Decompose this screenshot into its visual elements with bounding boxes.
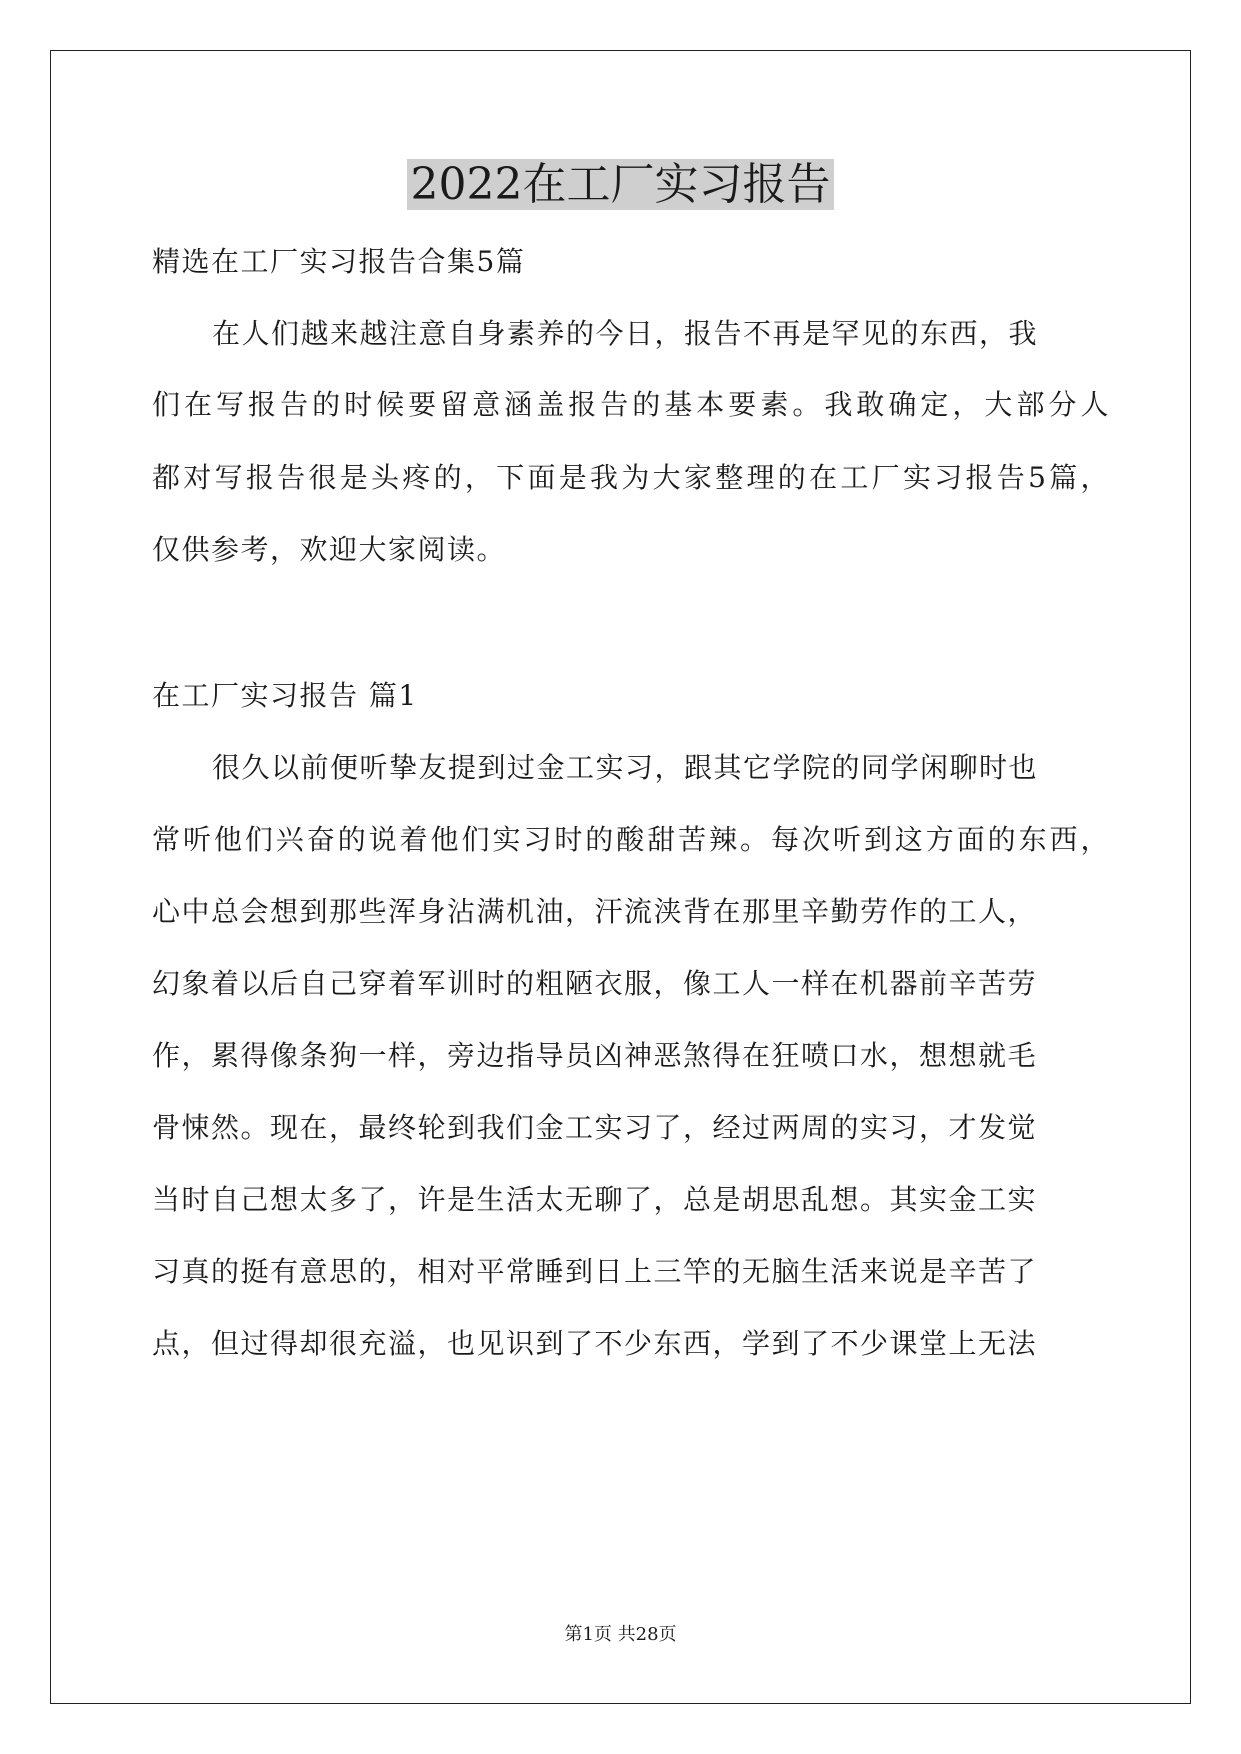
- section-heading: 在工厂实习报告 篇1: [152, 679, 418, 712]
- body-line: 心中总会想到那些浑身沾满机油，汗流浃背在那里辛勤劳作的工人，: [152, 895, 1038, 928]
- page-border: [50, 50, 1191, 1704]
- body-line: 很久以前便听挚友提到过金工实习，跟其它学院的同学闲聊时也: [212, 751, 1039, 784]
- body-line: 常听他们兴奋的说着他们实习时的酸甜苦辣。每次听到这方面的东西，: [152, 823, 1110, 856]
- document-title-text: 2022在工厂实习报告: [407, 159, 835, 210]
- page-number: 第1页 共28页: [564, 1624, 677, 1645]
- intro-line: 在人们越来越注意自身素养的今日，报告不再是罕见的东西，我: [212, 317, 1039, 350]
- body-line: 点，但过得却很充溢，也见识到了不少东西，学到了不少课堂上无法: [152, 1327, 1038, 1360]
- body-line: 当时自己想太多了，许是生活太无聊了，总是胡思乱想。其实金工实: [152, 1183, 1038, 1216]
- intro-line: 都对写报告很是头疼的，下面是我为大家整理的在工厂实习报告5篇，: [152, 461, 1110, 494]
- document-subtitle: 精选在工厂实习报告合集5篇: [152, 245, 526, 278]
- body-line: 骨悚然。现在，最终轮到我们金工实习了，经过两周的实习，才发觉: [152, 1111, 1038, 1144]
- document-title: [0, 155, 1241, 215]
- body-line: 幻象着以后自己穿着军训时的粗陋衣服，像工人一样在机器前辛苦劳: [152, 967, 1038, 1000]
- body-line: 作，累得像条狗一样，旁边指导员凶神恶煞得在狂喷口水，想想就毛: [152, 1039, 1038, 1072]
- body-line: 习真的挺有意思的，相对平常睡到日上三竿的无脑生活来说是辛苦了: [152, 1255, 1038, 1288]
- intro-line: 们在写报告的时候要留意涵盖报告的基本要素。我敢确定，大部分人: [152, 388, 1110, 421]
- intro-line: 仅供参考，欢迎大家阅读。: [152, 533, 507, 566]
